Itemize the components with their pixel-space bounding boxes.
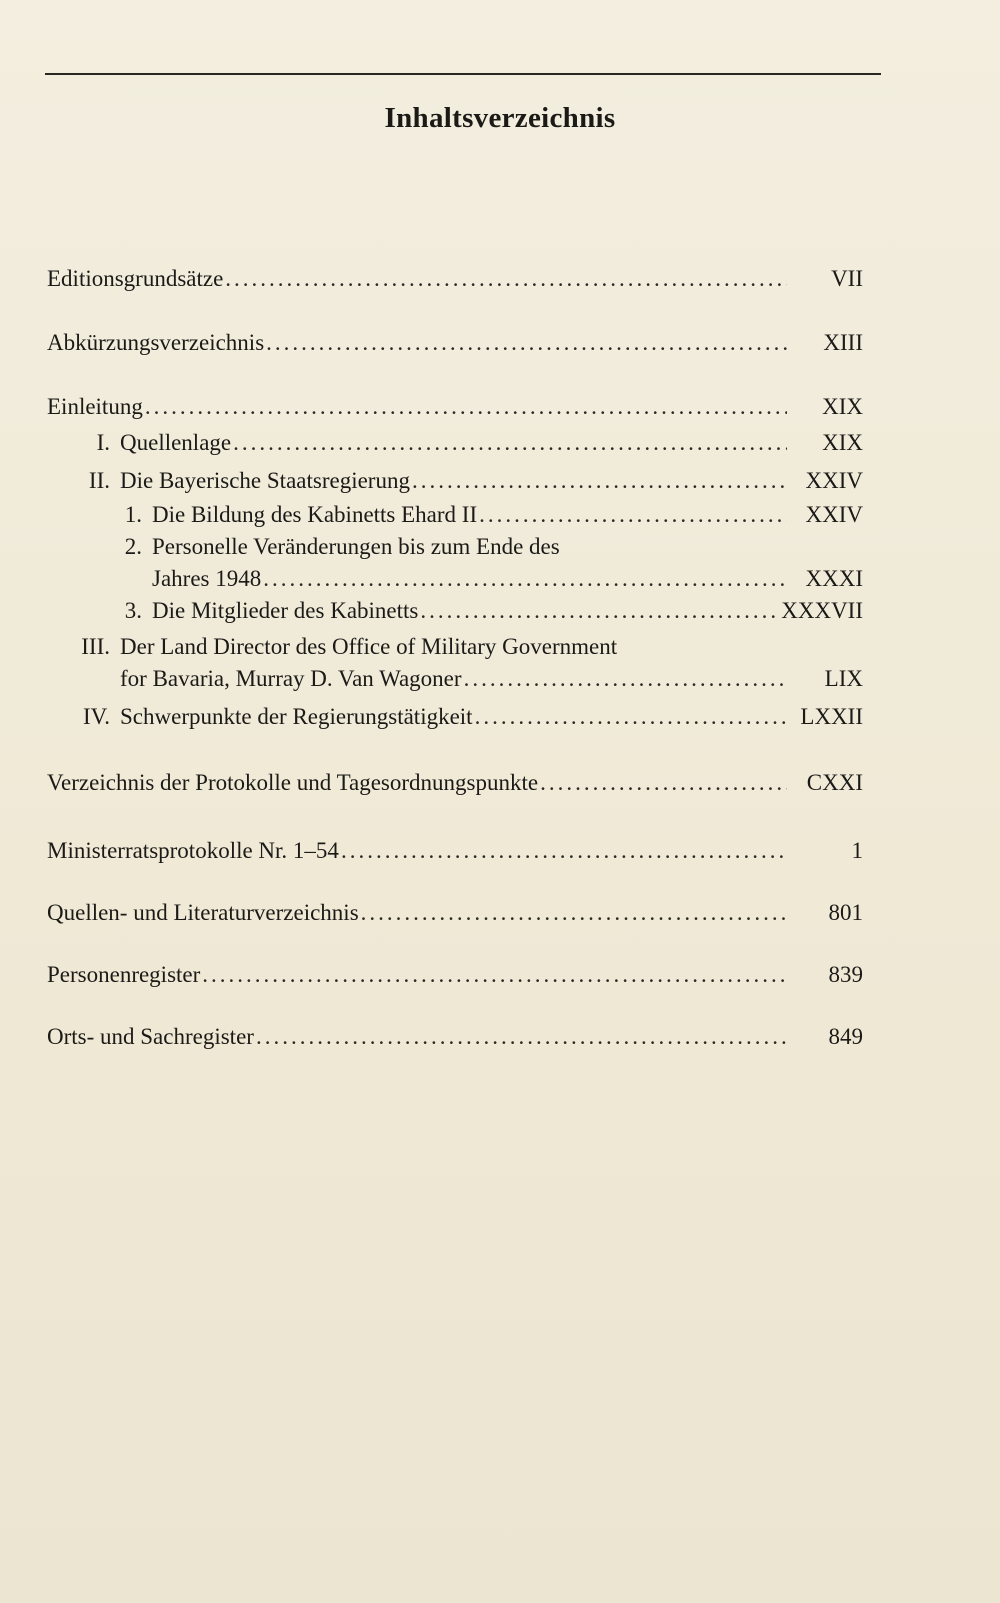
toc-number: 2.: [124, 534, 142, 559]
toc-entry-bildung[interactable]: [47, 500, 863, 530]
toc-entry-einleitung[interactable]: [47, 392, 863, 422]
toc-page-number: XXIV: [805, 468, 863, 493]
toc-page-number: XXXI: [805, 566, 863, 591]
toc-label: Quellenlage: [120, 430, 232, 455]
header-rule: [45, 73, 881, 75]
toc-label: Schwerpunkte der Regierungstätigkeit: [120, 704, 473, 729]
toc-label: Der Land Director des Office of Military Government: [120, 634, 618, 659]
toc-entry-staatsregierung[interactable]: [47, 466, 863, 496]
toc-entry-land-director-line2[interactable]: [120, 664, 863, 694]
toc-label: Quellen- und Literaturverzeichnis: [47, 900, 359, 925]
toc-label: Editionsgrundsätze: [47, 266, 224, 291]
toc-page-number: 849: [828, 1024, 863, 1049]
toc-label: Die Bayerische Staatsregierung: [120, 468, 410, 493]
toc-entry-ministerratsprotokolle[interactable]: [47, 836, 863, 866]
leader-dots: [412, 466, 787, 496]
toc-entry-land-director-line1[interactable]: [47, 632, 617, 662]
toc-entry-quellen[interactable]: [47, 898, 863, 928]
leader-dots: [420, 596, 775, 626]
toc-entry-editionsgrundsaetze[interactable]: [47, 264, 863, 294]
toc-label: Jahres 1948: [152, 566, 262, 591]
toc-label: Einleitung: [47, 394, 143, 419]
toc-label: Die Mitglieder des Kabinetts: [152, 598, 419, 623]
toc-label: Personelle Veränderungen bis zum Ende des: [152, 534, 560, 559]
toc-label: Orts- und Sachregister: [47, 1024, 254, 1049]
toc-page-number: XIX: [822, 394, 863, 419]
leader-dots: [341, 836, 787, 866]
leader-dots: [475, 702, 787, 732]
toc-entry-schwerpunkte[interactable]: [47, 702, 863, 732]
toc-page-number: 801: [828, 900, 863, 925]
leader-dots: [263, 564, 787, 594]
toc-page-number: XXIV: [805, 502, 863, 527]
toc-number: 1.: [124, 502, 142, 527]
leader-dots: [225, 264, 787, 294]
toc-label: Personenregister: [47, 962, 201, 987]
leader-dots: [540, 768, 787, 798]
leader-dots: [361, 898, 787, 928]
toc-number: I.: [96, 430, 110, 455]
leader-dots: [202, 960, 787, 990]
toc-entry-personelle-line1[interactable]: [47, 532, 560, 562]
toc-page-number: VII: [831, 266, 863, 291]
leader-dots: [266, 328, 787, 358]
toc-number: IV.: [82, 704, 110, 729]
toc-label: Ministerratsprotokolle Nr. 1–54: [47, 838, 339, 863]
toc-page-number: 839: [828, 962, 863, 987]
toc-label: Die Bildung des Kabinetts Ehard II: [152, 502, 478, 527]
toc-page-number: XIII: [823, 330, 863, 355]
toc-entry-abkuerzungen[interactable]: [47, 328, 863, 358]
leader-dots: [479, 500, 787, 530]
page-title: Inhaltsverzeichnis: [384, 102, 616, 134]
toc-label: Verzeichnis der Protokolle und Tagesordnungspunkte: [47, 770, 539, 795]
toc-number: II.: [88, 468, 110, 493]
toc-entry-personelle-line2[interactable]: [152, 564, 863, 594]
toc-page-number: LXXII: [800, 704, 863, 729]
leader-dots: [256, 1022, 787, 1052]
leader-dots: [464, 664, 787, 694]
toc-entry-personenregister[interactable]: [47, 960, 863, 990]
leader-dots: [233, 428, 787, 458]
toc-page-number: 1: [851, 838, 863, 863]
toc-entry-quellenlage[interactable]: [47, 428, 863, 458]
toc-entry-verzeichnis-protokolle[interactable]: [47, 768, 863, 798]
toc-page-number: XXXVII: [781, 598, 863, 623]
toc-entry-ortsregister[interactable]: [47, 1022, 863, 1052]
toc-number: 3.: [124, 598, 142, 623]
toc-label: for Bavaria, Murray D. Van Wagoner: [120, 666, 462, 691]
toc-page-number: LIX: [824, 666, 863, 691]
leader-dots: [145, 392, 787, 422]
toc-label: Abkürzungsverzeichnis: [47, 330, 265, 355]
toc-number: III.: [81, 634, 110, 659]
toc-entry-mitglieder[interactable]: [47, 596, 863, 626]
toc-page-number: XIX: [822, 430, 863, 455]
toc-page-number: CXXI: [806, 770, 863, 795]
